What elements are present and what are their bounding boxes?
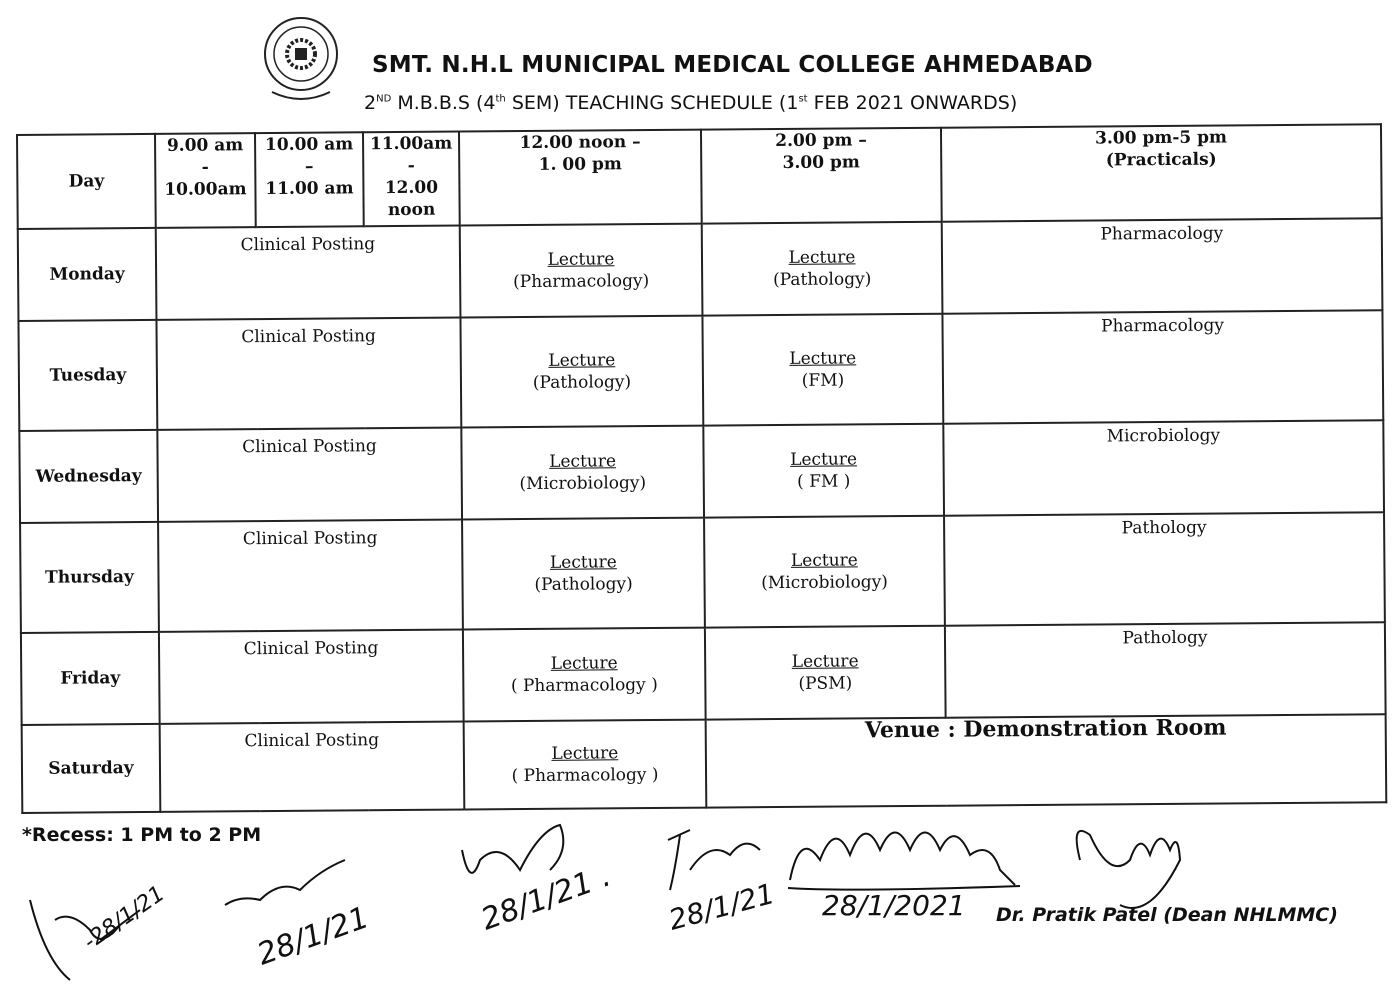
lecture-cell: Lecture ( Pharmacology ) <box>463 628 706 722</box>
table-header-row <box>17 124 1382 229</box>
practical-cell: Microbiology <box>943 420 1384 515</box>
college-title: SMT. N.H.L MUNICIPAL MEDICAL COLLEGE AHMEDABAD <box>372 52 1093 78</box>
day-label: Friday <box>21 632 160 725</box>
schedule-subtitle: 2ND M.B.B.S (4th SEM) TEACHING SCHEDULE (1st FEB 2021 ONWARDS) <box>364 92 1018 114</box>
clinical-posting-cell: Clinical Posting <box>157 428 462 522</box>
lecture-cell: Lecture (FM) <box>702 314 943 426</box>
lecture-cell: Lecture (Pathology) <box>460 316 703 428</box>
venue-cell: Venue : Demonstration Room <box>706 714 1387 807</box>
day-label: Saturday <box>22 724 161 813</box>
signature-1 <box>30 881 169 980</box>
lecture-cell: Lecture ( FM ) <box>703 424 944 518</box>
schedule-sheet <box>16 123 1387 814</box>
day-label: Wednesday <box>19 430 158 523</box>
clinical-posting-cell: Clinical Posting <box>159 630 464 724</box>
signature-4 <box>665 830 778 937</box>
practical-cell: Pathology <box>944 512 1385 625</box>
table-row <box>22 714 1387 813</box>
header-day: Day <box>17 134 156 229</box>
header-slot-noon: 12.00 noon – 1. 00 pm <box>459 130 702 226</box>
clinical-posting-cell: Clinical Posting <box>158 520 463 632</box>
lecture-cell: Lecture (Pathology) <box>702 222 943 316</box>
lecture-cell: Lecture (Microbiology) <box>461 426 704 520</box>
table-row <box>19 420 1384 523</box>
lecture-cell: Lecture (PSM) <box>705 626 946 720</box>
svg-text:28/1/2021: 28/1/2021 <box>822 889 966 922</box>
lecture-cell: Lecture (Pharmacology) <box>460 224 703 318</box>
header-slot-9am: 9.00 am - 10.00am <box>155 133 256 228</box>
day-label: Tuesday <box>18 320 157 431</box>
practical-cell: Pathology <box>945 622 1386 717</box>
signature-3 <box>462 825 615 938</box>
clinical-posting-cell: Clinical Posting <box>156 226 461 320</box>
college-seal-icon <box>262 14 340 106</box>
svg-text:28/1/21: 28/1/21 <box>252 900 374 973</box>
table-row <box>20 512 1385 633</box>
table-row <box>18 218 1383 321</box>
day-label: Monday <box>18 228 157 321</box>
svg-text:28/1/21: 28/1/21 <box>665 876 779 937</box>
schedule-table <box>16 123 1387 814</box>
practical-cell: Pharmacology <box>942 218 1383 313</box>
svg-text:28/1/21 .: 28/1/21 . <box>476 858 616 938</box>
recess-note: *Recess: 1 PM to 2 PM <box>22 824 262 846</box>
header-slot-10am: 10.00 am – 11.00 am <box>255 132 364 227</box>
signature-5 <box>788 833 1020 923</box>
practical-cell: Pharmacology <box>942 310 1383 423</box>
header-slot-practicals: 3.00 pm-5 pm (Practicals) <box>941 124 1382 221</box>
lecture-cell: Lecture ( Pharmacology ) <box>464 720 707 810</box>
clinical-posting-cell: Clinical Posting <box>160 722 465 812</box>
table-row <box>21 622 1386 725</box>
signatures-area <box>0 800 1400 1004</box>
lecture-cell: Lecture (Microbiology) <box>704 516 945 628</box>
svg-text:-28/1/21: -28/1/21 <box>79 881 170 955</box>
clinical-posting-cell: Clinical Posting <box>156 318 461 430</box>
lecture-cell: Lecture (Pathology) <box>462 518 705 630</box>
signature-2 <box>225 860 373 973</box>
header-slot-11am: 11.00am - 12.00 noon <box>363 132 460 227</box>
dean-signature-name: Dr. Pratik Patel (Dean NHLMMC) <box>996 904 1338 926</box>
day-label: Thursday <box>20 522 159 633</box>
table-row <box>18 310 1383 431</box>
document-header <box>262 14 1093 114</box>
signature-dean <box>1077 831 1180 908</box>
header-slot-2pm: 2.00 pm – 3.00 pm <box>701 128 942 224</box>
